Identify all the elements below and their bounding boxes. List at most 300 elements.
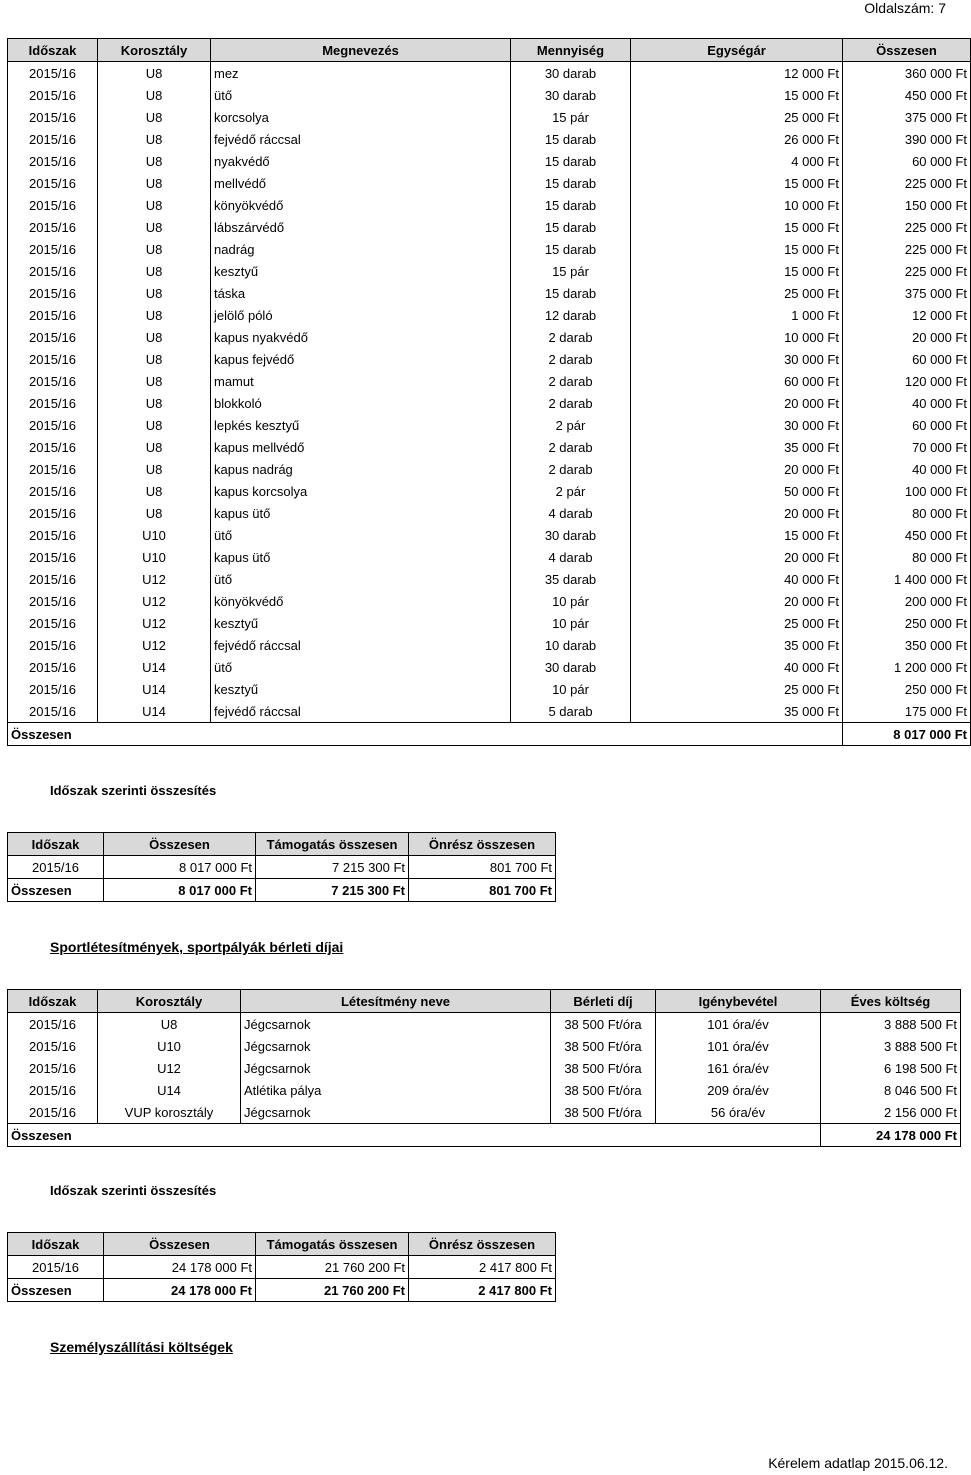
cell: 4 darab [511,546,631,568]
cell: 161 óra/év [656,1057,821,1079]
cell: U8 [98,480,211,502]
cell: 101 óra/év [656,1035,821,1057]
cell: 2015/16 [8,856,104,879]
col-header: Összesen [104,1233,256,1256]
summary2-header-row [8,1233,556,1256]
cell: 15 000 Ft [631,238,843,260]
cell: Jégcsarnok [241,1101,551,1124]
cell: 2015/16 [8,436,98,458]
cell: 25 000 Ft [631,106,843,128]
cell: 60 000 Ft [631,370,843,392]
cell: 2015/16 [8,546,98,568]
cell: Összesen [8,1279,104,1302]
cell: U12 [98,634,211,656]
table-row [8,238,971,260]
cell: 2015/16 [8,656,98,678]
cell: U8 [98,326,211,348]
cell: 10 000 Ft [631,194,843,216]
cell: VUP korosztály [98,1101,241,1124]
cell: 12 000 Ft [843,304,971,326]
col-header: Időszak [8,39,98,62]
cell: 40 000 Ft [843,392,971,414]
cell: 2 417 800 Ft [409,1256,556,1279]
facilities-header-row [8,990,961,1013]
cell: U8 [98,238,211,260]
summary1-row [8,856,556,879]
cell: nadrág [211,238,511,260]
cell: 30 000 Ft [631,414,843,436]
cell: 30 darab [511,524,631,546]
cell: 150 000 Ft [843,194,971,216]
cell: 225 000 Ft [843,216,971,238]
cell: 50 000 Ft [631,480,843,502]
cell: 10 000 Ft [631,326,843,348]
cell: 2015/16 [8,304,98,326]
cell: 2015/16 [8,1256,104,1279]
table-row [8,194,971,216]
cell: 30 darab [511,84,631,106]
total-label: Összesen [8,723,843,746]
cell: 225 000 Ft [843,172,971,194]
cell: 20 000 Ft [631,392,843,414]
facilities-total-row [8,1124,961,1147]
cell: könyökvédő [211,194,511,216]
cell: kapus ütő [211,502,511,524]
cell: 2 417 800 Ft [409,1279,556,1302]
table-row [8,84,971,106]
cell: 15 darab [511,194,631,216]
cell: 20 000 Ft [631,502,843,524]
cell: 100 000 Ft [843,480,971,502]
cell: 101 óra/év [656,1013,821,1036]
cell: 20 000 Ft [631,590,843,612]
cell: 120 000 Ft [843,370,971,392]
cell: korcsolya [211,106,511,128]
cell: 450 000 Ft [843,524,971,546]
cell: 2015/16 [8,216,98,238]
cell: táska [211,282,511,304]
table-row [8,282,971,304]
cell: 24 178 000 Ft [104,1279,256,1302]
table-row [8,436,971,458]
cell: 10 darab [511,634,631,656]
cell: 40 000 Ft [631,656,843,678]
cell: 2015/16 [8,150,98,172]
cell: 7 215 300 Ft [256,856,409,879]
cell: U8 [98,84,211,106]
cell: U10 [98,524,211,546]
col-header: Mennyiség [511,39,631,62]
cell: U8 [98,194,211,216]
cell: 2015/16 [8,502,98,524]
equipment-total-row [8,723,971,746]
cell: 2015/16 [8,260,98,282]
summary1-header-row [8,833,556,856]
cell: 7 215 300 Ft [256,879,409,902]
cell: U8 [98,260,211,282]
cell: 15 darab [511,150,631,172]
cell: mamut [211,370,511,392]
cell: 3 888 500 Ft [821,1013,961,1036]
table-row [8,1035,961,1057]
cell: 20 000 Ft [631,458,843,480]
table-row [8,348,971,370]
summary1-table [7,832,556,902]
cell: ütő [211,568,511,590]
table-row [8,568,971,590]
cell: 35 darab [511,568,631,590]
col-header: Korosztály [98,990,241,1013]
cell: 375 000 Ft [843,106,971,128]
cell: U8 [98,370,211,392]
cell: fejvédő ráccsal [211,634,511,656]
table-row [8,260,971,282]
table-row [8,1079,961,1101]
cell: 2 darab [511,458,631,480]
cell: U12 [98,612,211,634]
col-header: Összesen [104,833,256,856]
cell: U8 [98,304,211,326]
cell: 4 darab [511,502,631,524]
cell: jelölő póló [211,304,511,326]
facilities-body [8,1013,961,1124]
col-header: Önrész összesen [409,1233,556,1256]
cell: 15 000 Ft [631,172,843,194]
table-row [8,1057,961,1079]
cell: 2015/16 [8,458,98,480]
cell: nyakvédő [211,150,511,172]
col-header: Támogatás összesen [256,833,409,856]
cell: lábszárvédő [211,216,511,238]
table-row [8,458,971,480]
col-header: Támogatás összesen [256,1233,409,1256]
col-header: Egységár [631,39,843,62]
cell: 25 000 Ft [631,678,843,700]
cell: 21 760 200 Ft [256,1279,409,1302]
table-row [8,1101,961,1124]
summary2-total-row [8,1279,556,1302]
col-header: Igénybevétel [656,990,821,1013]
table-row [8,392,971,414]
cell: 225 000 Ft [843,260,971,282]
cell: 225 000 Ft [843,238,971,260]
cell: U14 [98,656,211,678]
cell: mellvédő [211,172,511,194]
cell: lepkés kesztyű [211,414,511,436]
cell: 2 pár [511,480,631,502]
cell: kapus mellvédő [211,436,511,458]
table-row [8,62,971,85]
cell: 2015/16 [8,392,98,414]
cell: U14 [98,1079,241,1101]
cell: 450 000 Ft [843,84,971,106]
cell: fejvédő ráccsal [211,128,511,150]
cell: 12 darab [511,304,631,326]
cell: 8 046 500 Ft [821,1079,961,1101]
cell: 2015/16 [8,480,98,502]
table-row [8,1013,961,1036]
cell: 5 darab [511,700,631,723]
cell: 360 000 Ft [843,62,971,85]
cell: könyökvédő [211,590,511,612]
cell: 70 000 Ft [843,436,971,458]
col-header: Időszak [8,990,98,1013]
cell: 2015/16 [8,678,98,700]
cell: 80 000 Ft [843,546,971,568]
cell: 15 darab [511,128,631,150]
cell: Jégcsarnok [241,1013,551,1036]
col-header: Létesítmény neve [241,990,551,1013]
footer-text: Kérelem adatlap 2015.06.12. [768,1455,948,1471]
cell: U8 [98,414,211,436]
cell: U8 [98,1013,241,1036]
cell: 15 pár [511,260,631,282]
col-header: Időszak [8,833,104,856]
cell: 15 darab [511,172,631,194]
cell: 2015/16 [8,700,98,723]
cell: 30 darab [511,62,631,85]
cell: 390 000 Ft [843,128,971,150]
col-header: Megnevezés [211,39,511,62]
cell: ütő [211,656,511,678]
cell: U8 [98,392,211,414]
cell: 15 darab [511,216,631,238]
cell: 2015/16 [8,238,98,260]
table-row [8,172,971,194]
cell: 2 darab [511,436,631,458]
cell: 2015/16 [8,612,98,634]
equipment-table [7,38,971,746]
cell: 1 400 000 Ft [843,568,971,590]
cell: kapus nadrág [211,458,511,480]
cell: 10 pár [511,612,631,634]
cell: 2015/16 [8,84,98,106]
facilities-title: Sportlétesítmények, sportpályák bérleti díjai [50,939,344,955]
cell: 38 500 Ft/óra [551,1057,656,1079]
table-row [8,304,971,326]
table-row [8,524,971,546]
cell: 38 500 Ft/óra [551,1101,656,1124]
cell: 200 000 Ft [843,590,971,612]
cell: 175 000 Ft [843,700,971,723]
cell: 2 darab [511,392,631,414]
col-header: Korosztály [98,39,211,62]
cell: 56 óra/év [656,1101,821,1124]
cell: 2015/16 [8,172,98,194]
cell: 24 178 000 Ft [104,1256,256,1279]
cell: 1 000 Ft [631,304,843,326]
cell: 801 700 Ft [409,856,556,879]
cell: 2015/16 [8,1079,98,1101]
cell: 4 000 Ft [631,150,843,172]
cell: U12 [98,590,211,612]
cell: 80 000 Ft [843,502,971,524]
table-row [8,414,971,436]
summary1-total-row [8,879,556,902]
cell: kapus fejvédő [211,348,511,370]
cell: 10 pár [511,590,631,612]
cell: 250 000 Ft [843,678,971,700]
cell: 15 000 Ft [631,260,843,282]
cell: 2015/16 [8,348,98,370]
cell: kapus ütő [211,546,511,568]
cell: 8 017 000 Ft [104,879,256,902]
cell: 40 000 Ft [843,458,971,480]
cell: U12 [98,1057,241,1079]
cell: 20 000 Ft [631,546,843,568]
equipment-body [8,62,971,723]
table-row [8,480,971,502]
cell: 38 500 Ft/óra [551,1079,656,1101]
cell: 35 000 Ft [631,700,843,723]
cell: U8 [98,106,211,128]
page-number: Oldalszám: 7 [864,0,946,16]
cell: mez [211,62,511,85]
cell: fejvédő ráccsal [211,700,511,723]
table-row [8,590,971,612]
cell: U8 [98,348,211,370]
cell: kesztyű [211,260,511,282]
col-header: Időszak [8,1233,104,1256]
cell: 38 500 Ft/óra [551,1013,656,1036]
cell: 26 000 Ft [631,128,843,150]
cell: kapus nyakvédő [211,326,511,348]
cell: 15 000 Ft [631,524,843,546]
cell: 8 017 000 Ft [104,856,256,879]
table-row [8,128,971,150]
cell: ütő [211,84,511,106]
cell: kesztyű [211,612,511,634]
table-row [8,150,971,172]
cell: 60 000 Ft [843,150,971,172]
cell: 25 000 Ft [631,282,843,304]
cell: 15 darab [511,238,631,260]
cell: U10 [98,546,211,568]
table-row [8,370,971,392]
cell: ütő [211,524,511,546]
cell: 2015/16 [8,194,98,216]
col-header: Éves költség [821,990,961,1013]
cell: 2015/16 [8,634,98,656]
table-row [8,106,971,128]
cell: blokkoló [211,392,511,414]
cell: kesztyű [211,678,511,700]
cell: 40 000 Ft [631,568,843,590]
cell: 350 000 Ft [843,634,971,656]
summary2-table [7,1232,556,1302]
cell: 15 000 Ft [631,216,843,238]
table-row [8,612,971,634]
cell: U8 [98,62,211,85]
cell: Atlétika pálya [241,1079,551,1101]
summary2-row [8,1256,556,1279]
cell: 3 888 500 Ft [821,1035,961,1057]
cell: 6 198 500 Ft [821,1057,961,1079]
cell: U14 [98,678,211,700]
total-value: 8 017 000 Ft [843,723,971,746]
cell: 2 pár [511,414,631,436]
table-row [8,678,971,700]
total-label: Összesen [8,1124,821,1147]
cell: Jégcsarnok [241,1057,551,1079]
cell: U8 [98,458,211,480]
cell: 375 000 Ft [843,282,971,304]
cell: 60 000 Ft [843,414,971,436]
summary1-title: Időszak szerinti összesítés [50,783,217,798]
cell: U8 [98,172,211,194]
cell: 21 760 200 Ft [256,1256,409,1279]
cell: U8 [98,216,211,238]
cell: U8 [98,150,211,172]
cell: 2015/16 [8,1035,98,1057]
cell: 801 700 Ft [409,879,556,902]
cell: 2015/16 [8,62,98,85]
cell: 2015/16 [8,590,98,612]
cell: 2 156 000 Ft [821,1101,961,1124]
cell: 250 000 Ft [843,612,971,634]
cell: 35 000 Ft [631,634,843,656]
cell: 15 000 Ft [631,84,843,106]
cell: 2015/16 [8,1057,98,1079]
cell: 209 óra/év [656,1079,821,1101]
cell: 2015/16 [8,370,98,392]
cell: 2015/16 [8,1101,98,1124]
equipment-header-row [8,39,971,62]
cell: 2015/16 [8,326,98,348]
cell: 35 000 Ft [631,436,843,458]
cell: 2 darab [511,370,631,392]
cell: 15 pár [511,106,631,128]
col-header: Bérleti díj [551,990,656,1013]
table-row [8,502,971,524]
total-value: 24 178 000 Ft [821,1124,961,1147]
cell: 12 000 Ft [631,62,843,85]
cell: 2015/16 [8,106,98,128]
cell: U8 [98,436,211,458]
transport-title: Személyszállítási költségek [50,1339,233,1355]
cell: Összesen [8,879,104,902]
cell: 10 pár [511,678,631,700]
table-row [8,326,971,348]
cell: 2015/16 [8,128,98,150]
table-row [8,546,971,568]
cell: 20 000 Ft [843,326,971,348]
cell: U8 [98,502,211,524]
cell: 1 200 000 Ft [843,656,971,678]
table-row [8,216,971,238]
cell: U12 [98,568,211,590]
table-row [8,656,971,678]
cell: kapus korcsolya [211,480,511,502]
cell: 25 000 Ft [631,612,843,634]
table-row [8,700,971,723]
cell: 2015/16 [8,1013,98,1036]
cell: 15 darab [511,282,631,304]
cell: 2 darab [511,326,631,348]
table-row [8,634,971,656]
cell: U8 [98,128,211,150]
col-header: Összesen [843,39,971,62]
summary2-title: Időszak szerinti összesítés [50,1183,217,1198]
cell: 2015/16 [8,524,98,546]
cell: 30 000 Ft [631,348,843,370]
cell: U10 [98,1035,241,1057]
cell: 2015/16 [8,414,98,436]
col-header: Önrész összesen [409,833,556,856]
facilities-table [7,989,961,1147]
cell: 30 darab [511,656,631,678]
cell: U8 [98,282,211,304]
